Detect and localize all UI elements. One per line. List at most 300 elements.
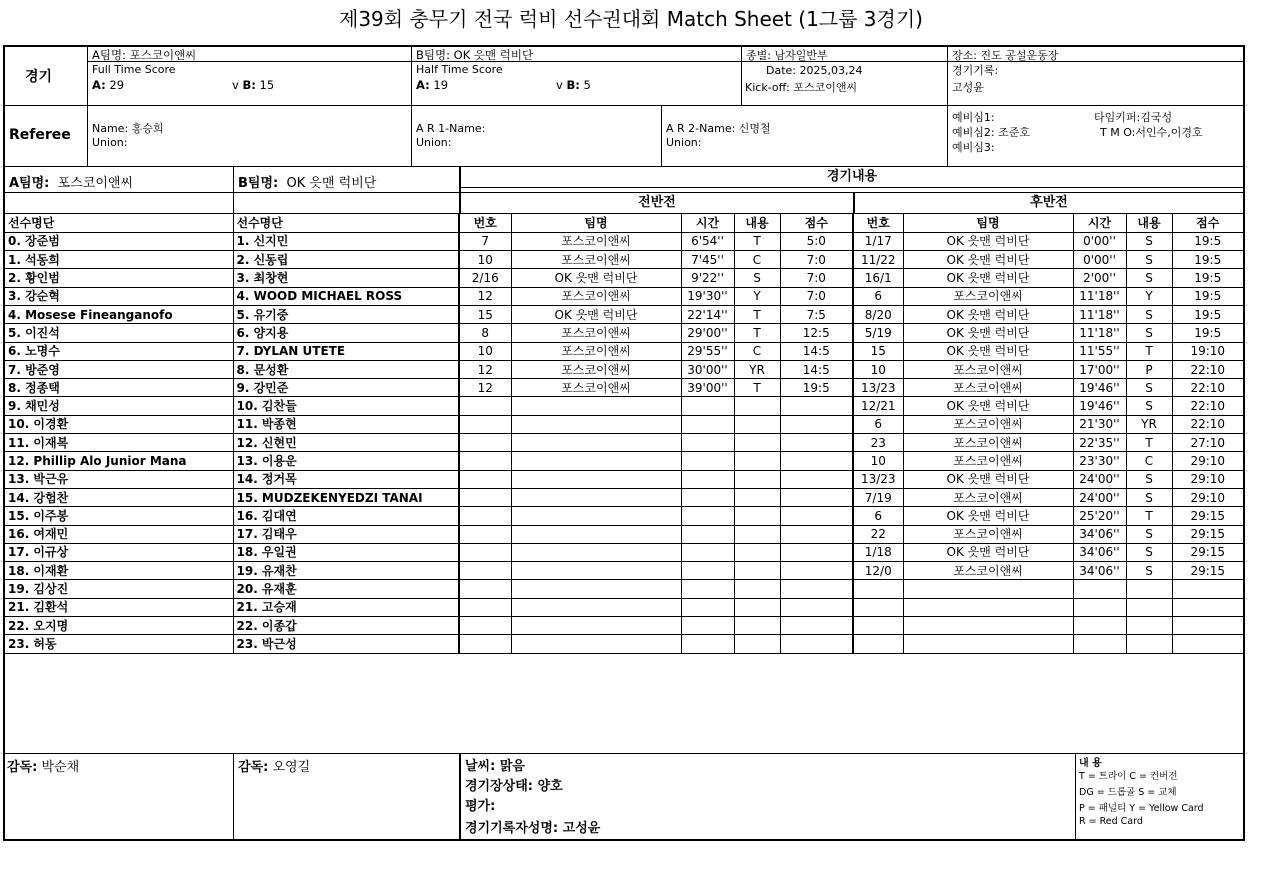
- first-half-team: OK 읏맨 럭비단: [511, 269, 681, 287]
- table-row: [5, 251, 1243, 269]
- player-a: 19. 김상진: [5, 580, 233, 598]
- second-half-no: 8/20: [853, 305, 903, 323]
- second-half-time: 22'35'': [1073, 434, 1126, 452]
- first-half-time: 9'22'': [681, 269, 734, 287]
- second-half-no: [853, 580, 903, 598]
- first-half-no: [459, 580, 511, 598]
- second-half-team: OK 읏맨 럭비단: [903, 232, 1073, 250]
- venue: 장소: 진도 공설운동장: [948, 47, 1243, 62]
- first-half-no: [459, 617, 511, 635]
- player-a: 15. 이주봉: [5, 507, 233, 525]
- second-half-team: OK 읏맨 럭비단: [903, 305, 1073, 323]
- player-b: 22. 이종갑: [233, 617, 459, 635]
- first-half-time: [681, 525, 734, 543]
- second-half-no: 23: [853, 434, 903, 452]
- first-half-score: 7:0: [780, 251, 853, 269]
- ar2-union: Union:: [666, 136, 702, 149]
- second-half-score: [1172, 617, 1243, 635]
- legend: [1075, 754, 1243, 841]
- second-half-score: 29:10: [1172, 470, 1243, 488]
- first-half-type: [734, 452, 780, 470]
- table-row: [5, 525, 1243, 543]
- team-b-label: B팀명:: [238, 176, 279, 191]
- second-half-score: 19:5: [1172, 305, 1243, 323]
- second-half-type: [1126, 598, 1172, 616]
- second-half-no: 10: [853, 360, 903, 378]
- first-half-time: 29'00'': [681, 324, 734, 342]
- player-b: 2. 신동립: [233, 251, 459, 269]
- b-full-score: 15: [259, 78, 275, 92]
- first-half-no: 10: [459, 342, 511, 360]
- second-half-score: [1172, 598, 1243, 616]
- first-half-type: C: [734, 342, 780, 360]
- player-a: 6. 노명수: [5, 342, 233, 360]
- second-half-type: [1126, 635, 1172, 653]
- first-half-time: 30'00'': [681, 360, 734, 378]
- player-a: 1. 석동희: [5, 251, 233, 269]
- player-a: 17. 이규상: [5, 543, 233, 561]
- table-row: [5, 360, 1243, 378]
- first-half-type: C: [734, 251, 780, 269]
- player-a: 0. 장준범: [5, 232, 233, 250]
- second-half-label: 후반전: [853, 193, 1243, 213]
- first-half-score: [780, 562, 853, 580]
- player-b: 10. 김찬들: [233, 397, 459, 415]
- second-time-header: 시간: [1073, 214, 1126, 232]
- table-row: [5, 379, 1243, 397]
- recorder-name: 고성윤: [952, 81, 984, 94]
- legend-line: R = Red Card: [1079, 816, 1143, 827]
- second-half-type: YR: [1126, 415, 1172, 433]
- first-half-time: 22'14'': [681, 305, 734, 323]
- second-half-time: [1073, 635, 1126, 653]
- table-row: [5, 562, 1243, 580]
- weather: 날씨: 맑음: [465, 759, 525, 774]
- player-b: 7. DYLAN UTETE: [233, 342, 459, 360]
- first-half-type: [734, 434, 780, 452]
- second-half-no: 13/23: [853, 470, 903, 488]
- second-half-team: 포스코이앤씨: [903, 525, 1073, 543]
- a-full-score: 29: [109, 78, 125, 92]
- second-half-type: S: [1126, 324, 1172, 342]
- first-score-header: 점수: [780, 214, 853, 232]
- second-half-team: [903, 580, 1073, 598]
- second-half-no: [853, 635, 903, 653]
- second-half-time: 21'30'': [1073, 415, 1126, 433]
- player-a: 23. 허동: [5, 635, 233, 653]
- legend-title: 내 용: [1079, 758, 1102, 769]
- first-half-team: OK 읏맨 럭비단: [511, 305, 681, 323]
- player-b: 23. 박근성: [233, 635, 459, 653]
- first-half-score: [780, 470, 853, 488]
- first-half-team: [511, 415, 681, 433]
- second-half-time: 25'20'': [1073, 507, 1126, 525]
- table-row: [5, 434, 1243, 452]
- second-half-team: OK 읏맨 럭비단: [903, 269, 1073, 287]
- second-half-type: S: [1126, 543, 1172, 561]
- recorder-signature: 경기기록자성명: 고성윤: [465, 821, 601, 836]
- tmo: T M O:서인수,이경호: [1100, 126, 1203, 139]
- second-half-type: [1126, 617, 1172, 635]
- player-a: 11. 이재복: [5, 434, 233, 452]
- second-half-no: 16/1: [853, 269, 903, 287]
- table-row: [5, 470, 1243, 488]
- first-half-score: 7:0: [780, 287, 853, 305]
- ar1-union: Union:: [416, 136, 452, 149]
- first-half-time: [681, 543, 734, 561]
- second-half-team: [903, 598, 1073, 616]
- kickoff: Kick-off: 포스코이앤씨: [745, 81, 858, 94]
- first-half-team: [511, 488, 681, 506]
- second-half-score: 27:10: [1172, 434, 1243, 452]
- players-events-table: [5, 214, 1243, 654]
- player-b: 20. 유재훈: [233, 580, 459, 598]
- page-title: 제39회 충무기 전국 럭비 선수권대회 Match Sheet (1그룹 3경기): [339, 7, 923, 31]
- first-half-type: [734, 543, 780, 561]
- second-half-score: 19:5: [1172, 232, 1243, 250]
- table-row: [5, 635, 1243, 653]
- first-half-type: Y: [734, 287, 780, 305]
- second-half-score: 19:5: [1172, 251, 1243, 269]
- team-names-row: [5, 167, 1243, 193]
- first-half-label: 전반전: [459, 193, 853, 213]
- first-half-score: [780, 415, 853, 433]
- first-half-no: [459, 635, 511, 653]
- player-b: 19. 유재찬: [233, 562, 459, 580]
- team-a-title: 포스코이앤씨: [57, 176, 134, 191]
- reserve-referee-3: 예비심3:: [952, 141, 995, 154]
- player-a: 5. 이진석: [5, 324, 233, 342]
- second-half-time: 11'55'': [1073, 342, 1126, 360]
- player-a: 21. 김환석: [5, 598, 233, 616]
- second-half-type: S: [1126, 379, 1172, 397]
- second-half-team: [903, 617, 1073, 635]
- second-half-no: 10: [853, 452, 903, 470]
- first-half-type: [734, 635, 780, 653]
- second-half-time: 0'00'': [1073, 251, 1126, 269]
- second-half-no: 5/19: [853, 324, 903, 342]
- second-half-time: 34'06'': [1073, 543, 1126, 561]
- first-half-time: [681, 452, 734, 470]
- team-a-name: A팀명: 포스코이앤씨: [88, 47, 411, 62]
- first-half-time: [681, 397, 734, 415]
- second-half-no: 1/18: [853, 543, 903, 561]
- second-team-header: 팀명: [903, 214, 1073, 232]
- second-half-no: [853, 598, 903, 616]
- second-half-team: [903, 635, 1073, 653]
- first-half-score: [780, 488, 853, 506]
- second-half-time: 23'30'': [1073, 452, 1126, 470]
- referee-union: Union:: [92, 136, 128, 149]
- table-row: [5, 232, 1243, 250]
- table-row: [5, 488, 1243, 506]
- table-row: [5, 305, 1243, 323]
- first-half-team: [511, 397, 681, 415]
- first-half-score: 19:5: [780, 379, 853, 397]
- coach-a-label: 감독:: [7, 760, 38, 775]
- table-row: [5, 324, 1243, 342]
- player-b: 4. WOOD MICHAEL ROSS: [233, 287, 459, 305]
- second-half-team: 포스코이앤씨: [903, 287, 1073, 305]
- half-time-score: A: 19 v B: 5: [416, 78, 591, 92]
- first-half-score: [780, 452, 853, 470]
- player-a: 10. 이경환: [5, 415, 233, 433]
- first-half-no: 12: [459, 360, 511, 378]
- second-half-score: 22:10: [1172, 397, 1243, 415]
- first-half-team: [511, 580, 681, 598]
- first-half-time: [681, 617, 734, 635]
- second-half-time: 2'00'': [1073, 269, 1126, 287]
- player-a: 16. 여재민: [5, 525, 233, 543]
- first-half-time: 19'30'': [681, 287, 734, 305]
- match-sheet: [3, 45, 1245, 841]
- first-half-no: [459, 562, 511, 580]
- player-a: 22. 오지명: [5, 617, 233, 635]
- first-half-score: [780, 525, 853, 543]
- match-date: Date: 2025,03,24: [766, 64, 863, 77]
- second-half-score: 19:10: [1172, 342, 1243, 360]
- second-half-team: OK 읏맨 럭비단: [903, 342, 1073, 360]
- first-half-team: [511, 543, 681, 561]
- first-half-type: T: [734, 305, 780, 323]
- a-half-score: 19: [433, 78, 449, 92]
- first-half-team: [511, 470, 681, 488]
- second-half-team: 포스코이앤씨: [903, 415, 1073, 433]
- second-half-no: [853, 617, 903, 635]
- first-half-team: [511, 452, 681, 470]
- second-half-time: 19'46'': [1073, 397, 1126, 415]
- first-half-score: [780, 507, 853, 525]
- footer-row: [5, 753, 1243, 841]
- first-half-team: [511, 598, 681, 616]
- first-half-team: [511, 507, 681, 525]
- first-half-no: [459, 397, 511, 415]
- second-half-team: OK 읏맨 럭비단: [903, 251, 1073, 269]
- second-half-type: [1126, 580, 1172, 598]
- second-half-time: 24'00'': [1073, 488, 1126, 506]
- second-half-score: 19:5: [1172, 324, 1243, 342]
- player-b: 5. 유기중: [233, 305, 459, 323]
- first-half-no: 15: [459, 305, 511, 323]
- player-a: 12. Phillip Alo Junior Mana: [5, 452, 233, 470]
- first-half-time: 39'00'': [681, 379, 734, 397]
- second-half-time: 11'18'': [1073, 287, 1126, 305]
- first-half-no: 12: [459, 287, 511, 305]
- second-half-team: 포스코이앤씨: [903, 379, 1073, 397]
- first-half-team: [511, 434, 681, 452]
- second-half-type: T: [1126, 507, 1172, 525]
- first-half-type: [734, 488, 780, 506]
- first-half-score: 7:0: [780, 269, 853, 287]
- first-half-time: [681, 507, 734, 525]
- first-half-no: 2/16: [459, 269, 511, 287]
- second-half-time: [1073, 580, 1126, 598]
- second-half-type: C: [1126, 452, 1172, 470]
- second-half-no: 13/23: [853, 379, 903, 397]
- second-half-time: 11'18'': [1073, 324, 1126, 342]
- evaluation: 평가:: [465, 799, 496, 814]
- half-labels-row: [5, 193, 1243, 214]
- first-half-time: [681, 635, 734, 653]
- player-b: 1. 신지민: [233, 232, 459, 250]
- first-half-time: 6'54'': [681, 232, 734, 250]
- full-time-score: A: 29 v B: 15: [92, 78, 275, 92]
- half-time-label: Half Time Score: [416, 63, 503, 76]
- legend-line: P = 패널티 Y = Yellow Card: [1079, 803, 1204, 814]
- first-half-score: [780, 397, 853, 415]
- table-row: [5, 397, 1243, 415]
- second-half-no: 6: [853, 507, 903, 525]
- legend-line: T = 트라이 C = 컨버전: [1079, 771, 1178, 782]
- team-b-name: B팀명: OK 읏맨 럭비단: [412, 47, 741, 62]
- first-half-team: 포스코이앤씨: [511, 360, 681, 378]
- second-no-header: 번호: [853, 214, 903, 232]
- second-half-team: OK 읏맨 럭비단: [903, 397, 1073, 415]
- second-half-time: [1073, 598, 1126, 616]
- table-row: [5, 507, 1243, 525]
- second-half-type: P: [1126, 360, 1172, 378]
- first-half-type: [734, 507, 780, 525]
- players-a-header: 선수명단: [5, 214, 233, 232]
- first-half-no: [459, 488, 511, 506]
- player-a: 18. 이재환: [5, 562, 233, 580]
- first-half-time: [681, 580, 734, 598]
- second-half-type: S: [1126, 525, 1172, 543]
- coach-b-name: 오영길: [272, 760, 311, 775]
- second-half-type: T: [1126, 434, 1172, 452]
- first-half-team: 포스코이앤씨: [511, 342, 681, 360]
- player-b: 16. 김대연: [233, 507, 459, 525]
- referee-row: [5, 106, 1243, 167]
- legend-line: DG = 드롭골 S = 교체: [1079, 787, 1177, 798]
- second-half-score: 22:10: [1172, 360, 1243, 378]
- second-half-time: 17'00'': [1073, 360, 1126, 378]
- second-half-score: [1172, 635, 1243, 653]
- second-half-time: 0'00'': [1073, 232, 1126, 250]
- match-info-row: [5, 47, 1243, 106]
- player-b: 21. 고승재: [233, 598, 459, 616]
- first-half-type: [734, 397, 780, 415]
- second-type-header: 내용: [1126, 214, 1172, 232]
- recorder-label: 경기기록:: [952, 64, 999, 77]
- first-half-no: [459, 507, 511, 525]
- table-row: [5, 543, 1243, 561]
- first-half-no: [459, 543, 511, 561]
- player-b: 14. 정거목: [233, 470, 459, 488]
- first-half-no: 10: [459, 251, 511, 269]
- first-half-team: 포스코이앤씨: [511, 251, 681, 269]
- first-half-type: [734, 580, 780, 598]
- first-half-type: [734, 617, 780, 635]
- first-half-score: 7:5: [780, 305, 853, 323]
- second-half-score: 29:10: [1172, 488, 1243, 506]
- second-half-type: Y: [1126, 287, 1172, 305]
- second-half-score: 29:15: [1172, 525, 1243, 543]
- second-half-time: 34'06'': [1073, 562, 1126, 580]
- first-type-header: 내용: [734, 214, 780, 232]
- player-b: 12. 신현민: [233, 434, 459, 452]
- content-label: 경기내용: [461, 167, 1243, 188]
- second-half-score: 29:10: [1172, 452, 1243, 470]
- second-half-type: S: [1126, 488, 1172, 506]
- player-b: 3. 최창현: [233, 269, 459, 287]
- first-team-header: 팀명: [511, 214, 681, 232]
- second-half-team: 포스코이앤씨: [903, 434, 1073, 452]
- table-row: [5, 617, 1243, 635]
- second-half-type: S: [1126, 562, 1172, 580]
- first-half-time: [681, 598, 734, 616]
- first-half-no: 12: [459, 379, 511, 397]
- ar2-name: A R 2-Name: 신명철: [666, 122, 771, 135]
- player-b: 11. 박종현: [233, 415, 459, 433]
- second-half-score: 22:10: [1172, 379, 1243, 397]
- first-half-time: [681, 488, 734, 506]
- second-half-type: S: [1126, 232, 1172, 250]
- player-b: 6. 양지용: [233, 324, 459, 342]
- second-half-time: 19'46'': [1073, 379, 1126, 397]
- second-half-no: 15: [853, 342, 903, 360]
- first-half-no: [459, 598, 511, 616]
- first-half-type: S: [734, 269, 780, 287]
- second-half-score: 29:15: [1172, 562, 1243, 580]
- second-half-type: S: [1126, 251, 1172, 269]
- first-half-no: 8: [459, 324, 511, 342]
- match-label: 경기: [25, 69, 53, 85]
- first-no-header: 번호: [459, 214, 511, 232]
- second-half-time: [1073, 617, 1126, 635]
- second-half-no: 12/21: [853, 397, 903, 415]
- first-half-score: 14:5: [780, 342, 853, 360]
- reserve-referee-2: 예비심2: 조준호: [952, 126, 1030, 139]
- table-header-row: [5, 214, 1243, 232]
- second-half-type: S: [1126, 470, 1172, 488]
- first-half-team: 포스코이앤씨: [511, 324, 681, 342]
- first-half-no: [459, 470, 511, 488]
- second-half-score: 19:5: [1172, 287, 1243, 305]
- second-half-score: 19:5: [1172, 269, 1243, 287]
- second-half-score: 29:15: [1172, 543, 1243, 561]
- first-time-header: 시간: [681, 214, 734, 232]
- player-b: 18. 우일권: [233, 543, 459, 561]
- second-half-no: 1/17: [853, 232, 903, 250]
- first-half-team: [511, 525, 681, 543]
- first-half-team: [511, 635, 681, 653]
- first-half-no: 7: [459, 232, 511, 250]
- first-half-type: [734, 470, 780, 488]
- second-half-no: 6: [853, 415, 903, 433]
- second-half-score: 22:10: [1172, 415, 1243, 433]
- second-half-score: 29:15: [1172, 507, 1243, 525]
- table-row: [5, 342, 1243, 360]
- first-half-no: [459, 434, 511, 452]
- second-half-type: S: [1126, 269, 1172, 287]
- second-half-no: 6: [853, 287, 903, 305]
- second-half-score: [1172, 580, 1243, 598]
- player-a: 2. 황인범: [5, 269, 233, 287]
- second-score-header: 점수: [1172, 214, 1243, 232]
- second-half-no: 7/19: [853, 488, 903, 506]
- player-b: 8. 문성환: [233, 360, 459, 378]
- field-condition: 경기장상태: 양호: [465, 779, 563, 794]
- second-half-no: 12/0: [853, 562, 903, 580]
- first-half-type: [734, 525, 780, 543]
- table-row: [5, 269, 1243, 287]
- player-a: 8. 정종택: [5, 379, 233, 397]
- table-row: [5, 452, 1243, 470]
- player-a: 3. 강순혁: [5, 287, 233, 305]
- player-a: 13. 박근유: [5, 470, 233, 488]
- first-half-no: [459, 525, 511, 543]
